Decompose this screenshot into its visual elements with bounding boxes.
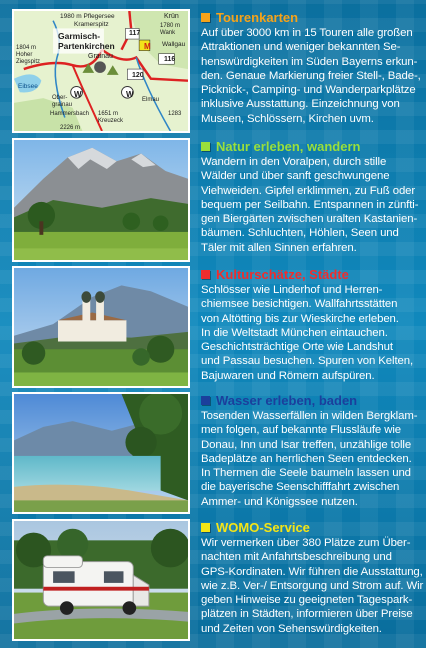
body-line: In Thermen die Seele baumeln lassen und: [201, 467, 411, 480]
map-label-wank: 1780 m Wank: [160, 23, 181, 36]
body-line: henswürdigkeiten im Süden Bayerns erkun-: [201, 55, 418, 68]
square-bullet-icon: [201, 13, 210, 22]
section-title: Wasser erleben, baden: [216, 392, 358, 408]
section-heading-tourenkarten: [201, 9, 423, 25]
body-line: gen Biergärten zwischen uralten Kastanien-: [201, 213, 418, 226]
section-heading-natur: [201, 138, 423, 154]
map-road-m: M: [144, 42, 151, 51]
body-line: Täler mit allen Sinnen erfahren.: [201, 241, 357, 254]
section-title: WOMO-Service: [216, 519, 310, 535]
map-label-2226: 2226 m: [60, 125, 81, 131]
body-line: Wir vermerken über 380 Plätze zum Über-: [201, 537, 411, 549]
square-bullet-icon: [201, 523, 210, 532]
map-image: [12, 9, 190, 133]
map-label-pflegersee: 1980 m Pflegersee: [60, 13, 115, 20]
body-line: inklusive Ausstattung. Einzeichnung von: [201, 98, 400, 111]
body-line: die bayerische Seenschifffahrt zwischen: [201, 481, 400, 494]
map-label-eibsee: Eibsee: [18, 83, 38, 90]
body-line: Auf über 3000 km in 15 Touren alle großen: [201, 27, 413, 39]
square-bullet-icon: [201, 270, 210, 279]
motorhome-photo: [12, 519, 190, 641]
body-line: nachten mit Anfahrtsbeschreibung und: [201, 551, 392, 564]
square-bullet-icon: [201, 396, 210, 405]
section-title: Tourenkarten: [216, 9, 299, 25]
map-road-116: 116: [164, 56, 176, 63]
section-body: [201, 26, 423, 126]
map-sign-w2: W: [126, 90, 134, 99]
body-line: Attraktionen und weniger bekannten Se-: [201, 41, 401, 54]
body-line: Donau, Inn und Isar treffen, unzählige tolle: [201, 438, 412, 451]
body-line: den. Genaue Markierung freier Stell-, Bade-,: [201, 69, 421, 82]
map-label-kreuzeck: 1651 m Kreuzeck: [98, 111, 124, 124]
body-line: plätzen in Städten, informieren über Preise: [201, 608, 413, 621]
map-label-krun: Krün: [164, 13, 179, 20]
section-body: [201, 155, 423, 255]
map-road-117: 117: [129, 30, 141, 37]
body-line: Bajuwaren und Römern aufspüren.: [201, 369, 375, 382]
section-body: [201, 409, 423, 509]
body-line: chiemsee besichtigen. Wallfahrtsstätten: [201, 298, 398, 311]
body-line: wie z.B. Ver-/ Entsorgung und Strom auf. Wir: [201, 579, 424, 592]
body-line: Viehweiden. Gipfel erklimmen, zu Fuß oder: [201, 184, 416, 197]
map-label-hammersbach: Hammersbach: [50, 111, 90, 117]
map-label-wallgau: Wallgau: [162, 41, 186, 48]
body-line: Schlösser wie Linderhof und Herren-: [201, 284, 383, 296]
map-label-partenkirchen: Partenkirchen: [58, 41, 115, 51]
body-line: von Altötting bis zur Wieskirche erleben.: [201, 312, 399, 325]
mountain-meadow-photo: [12, 138, 190, 262]
square-bullet-icon: [201, 142, 210, 151]
body-line: In die Weltstadt München eintauchen.: [201, 326, 388, 339]
body-line: Wälder und über sanft geschwungene: [201, 170, 390, 183]
section-heading-womo: [201, 519, 423, 535]
map-road-120: 120: [132, 72, 144, 79]
body-line: und Zeiten von Sehenswürdigkeiten.: [201, 622, 382, 635]
lake-photo: [12, 392, 190, 514]
body-line: Museen, Schlössern, Kirchen uvm.: [201, 112, 374, 125]
map-label-1283: 1283: [168, 111, 182, 117]
body-line: Tosenden Wasserfällen in wilden Bergklam-: [201, 410, 418, 422]
section-body: [201, 283, 423, 383]
section-body: [201, 536, 423, 636]
body-line: und Passau besuchen. Spuren von Kelten,: [201, 355, 414, 368]
body-line: Ammer- und Königssee nutzen.: [201, 495, 358, 508]
body-line: Picknick-, Camping- und Wanderparkplätze: [201, 84, 416, 97]
map-label-grainau: Grainau: [88, 53, 113, 60]
body-line: Geschichtsträchtige Orte wie Landshut: [201, 341, 393, 354]
body-line: men folgen, auf bekannte Flussläufe wie: [201, 424, 401, 437]
body-line: bäumen. Schluchten, Höhlen, Seen und: [201, 227, 399, 240]
body-line: Badeplätze an herrlichen Seen entdecken.: [201, 452, 412, 465]
map-label-garmisch: Garmisch-: [58, 31, 101, 41]
monastery-photo: [12, 266, 190, 388]
map-label-elmau: Elmau: [142, 97, 160, 103]
body-line: GPS-Kordinaten. Wir führen die Ausstattung,: [201, 565, 423, 578]
map-label-obergrainau: Ober-grainau: [52, 95, 73, 108]
map-label-kramerspitz: Kramerspitz: [74, 21, 109, 28]
section-heading-wasser: [201, 392, 423, 408]
body-line: geben Hinweise zu geeigneten Tagespark-: [201, 594, 413, 607]
section-title: Kulturschätze, Städte: [216, 266, 349, 282]
map-label-hoher-ziegspitz: 1804 m Hoher Ziegspitz: [16, 45, 41, 65]
body-line: bequem per Seilbahn. Entspannen in zünfti-: [201, 198, 419, 211]
section-title: Natur erleben, wandern: [216, 138, 361, 154]
section-heading-kultur: [201, 266, 423, 282]
map-sign-w1: W: [74, 90, 82, 99]
body-line: Wandern in den Voralpen, durch stille: [201, 156, 387, 168]
